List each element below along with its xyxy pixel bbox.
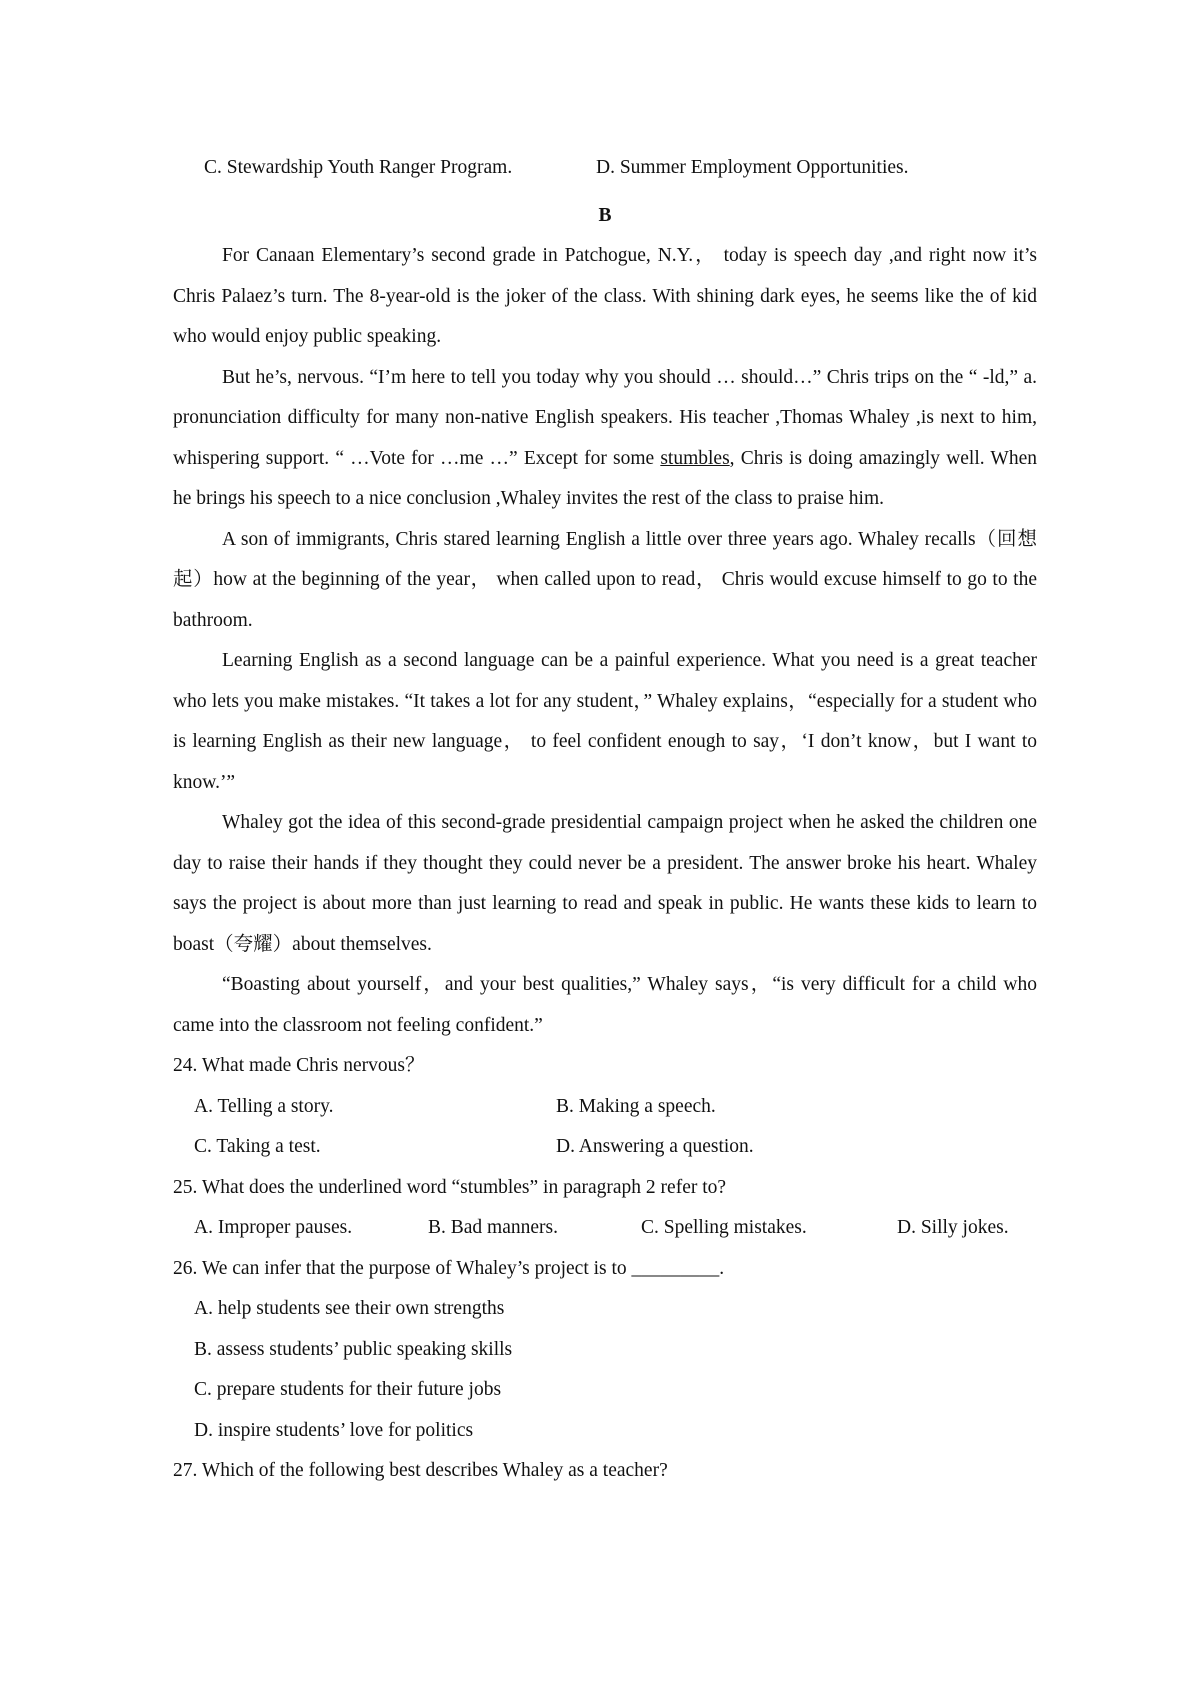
option-d: D. Answering a question. [556,1136,754,1157]
option-c: C. Stewardship Youth Ranger Program. [204,157,513,178]
option-d: D. Silly jokes. [897,1217,1009,1238]
paragraph-2 [173,358,1037,520]
options-row [173,1208,1037,1249]
paragraph-3: A son of immigrants, Chris stared learning English a little over three years ago. Whaley recalls（回想起）how at the beginning of the year， when called upon to read， Chris would excuse himself to go to the bathroom. [173,528,1037,631]
question-26 [173,1249,1037,1452]
option-a: A. help students see their own strengths [194,1298,505,1319]
paragraph-5: Whaley got the idea of this second-grade presidential campaign project when he asked the children one day to raise their hands if they thought they could never be a president. The answer broke his heart. Whaley says the project is about more than just learning to read and speak in public. He wants these kids to learn to boast（夸耀）about themselves. [173,812,1037,955]
option-d: D. Summer Employment Opportunities. [596,157,909,178]
option-c: C. prepare students for their future jobs [194,1379,502,1400]
question-stem: 26. We can infer that the purpose of Whaley’s project is to _________. [173,1257,725,1279]
option-b: B. Making a speech. [556,1095,716,1117]
option-b: B. Bad manners. [428,1217,558,1238]
options-row [173,1127,1037,1168]
option-b: B. assess students’ public speaking skills [194,1338,513,1360]
question-24 [173,1046,1037,1168]
paragraph-4: Learning English as a second language can be a painful experience. What you need is a great teacher who lets you make mistakes. “It takes a lot for any student，” Whaley explains，“especially for a student who is learning English as their new language， to feel confident enough to say，‘I don’t know，but I want to know.’” [173,650,1037,793]
question-stem: 24. What made Chris nervous？ [173,1055,425,1076]
option-c: C. Taking a test. [194,1136,321,1157]
underlined-word: stumbles [660,447,730,469]
options-row [173,1087,1037,1128]
section-heading: B [598,205,612,226]
question-25 [173,1168,1037,1249]
option-c: C. Spelling mistakes. [641,1217,807,1238]
paragraph-1: For Canaan Elementary’s second grade in Patchogue, N.Y.， today is speech day ,and right now it’s Chris Palaez’s turn. The 8-year-old is the joker of the class. With shining dark eyes, he seems like the of kid who would enjoy public speaking. [173,245,1037,347]
option-a: A. Improper pauses. [194,1217,353,1238]
question-stem: 25. What does the underlined word “stumbles” in paragraph 2 refer to? [173,1176,727,1198]
paragraph-2-text-before: But he’s, nervous. “I’m here to tell you today why you should … should…” Chris trips on the “ -ld,” a. pronunciation difficulty for many non-native English speakers. His teacher ,Thomas Whaley ,is next to him, whispering support. “ …Vote for …me …” Except for some [173,366,1037,469]
document-page [173,148,1037,1492]
option-d: D. inspire students’ love for politics [194,1419,474,1441]
previous-question-options [173,148,1037,188]
paragraph-6: “Boasting about yourself，and your best qualities,” Whaley says，“is very difficult for a child who came into the classroom not feeling confident.” [173,974,1037,1036]
question-27 [173,1451,1037,1492]
paragraph-2-text-after: , Chris is doing amazingly well. When he brings his speech to a nice conclusion ,Whaley invites the rest of the class to praise him. [173,447,1037,509]
question-stem: 27. Which of the following best describes Whaley as a teacher? [173,1460,668,1481]
reading-passage [173,236,1037,1046]
option-a: A. Telling a story. [194,1095,334,1117]
